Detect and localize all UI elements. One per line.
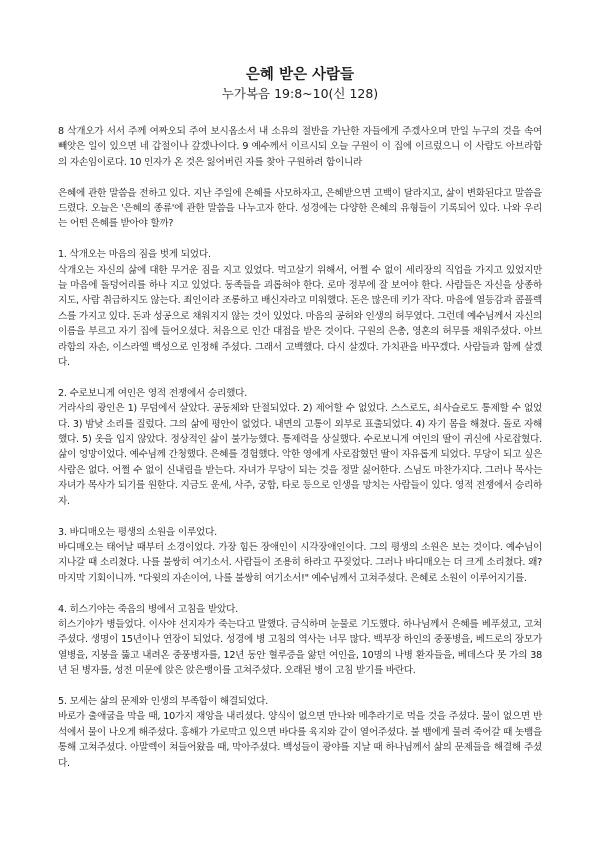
section-body: 거라사의 광인은 1) 무덤에서 살았다. 공동체와 단절되었다. 2) 제어할 수 없었다. 스스로도, 쇠사슬로도 통제할 수 없었다. 3) 밤낮 소리를 질렀다. 그의 삶에 평안이 없었다. 내면의 고통이 외부로 표출되었다. 4) 자기 몸을 해쳤다. 돌로 자해했다. 5) 옷을 입지 않았다. 정상적인 삶이 불가능했다. 통제력을 상실했다. 수로보니게 여인의 딸이 귀신에 사로잡혔다. 삶이 엉망이었다. 예수님께 간청했다. 은혜를 경험했다. 악한 영에게 사로잡혔던 딸이 자유롭게 되었다. 무당이 되고 싶은 사람은 없다. 어쩔 수 없이 신내림을 받는다. 자녀가 무당이 되는 것을 정말 싫어한다. 스님도 마찬가지다. 그러나 목사는 자녀가 목사가 되기를 원한다. 지금도 운세, 사주, 궁합, 타로 등으로 인생을 망치는 사람들이 있다. 영적 전쟁에서 승리하자. [58,403,542,507]
document-page [58,66,542,771]
section-body: 바로가 출애굽을 막을 때, 10가지 재앙을 내리셨다. 양식이 없으면 만나와 메추라기로 먹을 것을 주셨다. 물이 없으면 반석에서 물이 나오게 해주셨다. 홍해가 가로막고 있으면 바다를 육지와 같이 열어주셨다. 불 뱀에게 물려 죽어갈 때 놋뱀을 통해 고쳐주셨다. 아말렉이 쳐들어왔을 때, 막아주셨다. 백성들이 광야를 지날 때 하나님께서 삶의 문제들을 해결해 주셨다. [58,711,542,769]
document-title: 은혜 받은 사람들 [245,67,355,83]
section-5 [58,694,542,771]
section-heading: 3. 바디매오는 평생의 소원을 이루었다. [58,526,218,538]
section-2 [58,386,542,509]
section-heading: 1. 삭개오는 마음의 짐을 벗게 되었다. [58,249,211,261]
section-4 [58,602,542,679]
section-heading: 4. 히스기야는 죽음의 병에서 고침을 받았다. [58,603,238,615]
section-3 [58,525,542,587]
section-heading: 2. 수로보니게 여인은 영적 전쟁에서 승리했다. [58,387,248,399]
scripture-reference: 누가복음 19:8~10(신 128) [221,86,379,101]
section-body: 삭개오는 자신의 삶에 대한 무거운 짐을 지고 있었다. 먹고살기 위해서, 어쩔 수 없이 세리장의 직업을 가지고 있었지만 늘 마음에 돌덩어리를 하나 지고 있었다. 동족들을 괴롭혀야 한다. 로마 정부에 잘 보여야 한다. 사람들은 자신을 상종하지도, 사람 취급하지도 않는다. 죄인이라 조롱하고 배신자라고 미워했다. 돈은 많은데 키가 작다. 마음에 열등감과 콤플렉스를 가지고 있다. 돈과 성공으로 채워지지 않는 것이 있었다. 마음의 공허와 인생의 허무였다. 그런데 예수님께서 자신의 이름을 부르고 자기 집에 들어오셨다. 처음으로 인간 대접을 받은 것이다. 구원의 은총, 영혼의 허무를 채워주셨다. 아브라함의 자손, 이스라엘 백성으로 인정해 주셨다. 그래서 고백했다. 다시 살겠다. 가치관을 바꾸겠다. 사람들과 함께 살겠다. [58,264,542,369]
intro-paragraph: 은혜에 관한 말씀을 전하고 있다. 지난 주일에 은혜를 사모하자고, 은혜받으면 고백이 달라지고, 삶이 변화된다고 말씀을 드렸다. 오늘은 '은혜의 종류'에 관한 말씀을 나누고자 한다. 성경에는 다양한 은혜의 유형들이 기록되어 있다. 나와 우리는 어떤 은혜를 받아야 할까? [58,187,542,230]
section-1 [58,247,542,370]
section-heading: 5. 모세는 삶의 문제와 인생의 부족함이 해결되었다. [58,695,269,707]
scripture-text: 8 삭개오가 서서 주께 여짜오되 주여 보시옵소서 내 소유의 절반을 가난한 자들에게 주겠사오며 만일 누구의 것을 속여 빼앗은 일이 있으면 네 갑절이나 갚겠나이다. 9 예수께서 이르시되 오늘 구원이 이 집에 이르렀으니 이 사람도 아브라함의 자손임이로다. 10 인자가 온 것은 잃어버린 자를 찾아 구원하려 함이니라 [58,126,542,168]
section-body: 바디매오는 태어날 때부터 소경이었다. 가장 힘든 장애인이 시각장애인이다. 그의 평생의 소원은 보는 것이다. 예수님이 지나갈 때 소리쳤다. 나를 불쌍히 여기소서. 사람들이 조용히 하라고 꾸짖었다. 그러나 바디매오는 더 크게 소리쳤다. 왜? 마지막 기회이니까. "다윗의 자손이여, 나를 불쌍히 여기소서!" 예수님께서 고쳐주셨다. 은혜로 소원이 이루어지기를. [58,541,542,584]
section-body: 히스기야가 병들었다. 이사야 선지자가 죽는다고 말했다. 금식하며 눈물로 기도했다. 하나님께서 은혜를 베푸셨고, 고쳐주셨다. 생명이 15년이나 연장이 되었다. 성경에 병 고침의 역사는 너무 많다. 백부장 하인의 중풍병을, 베드로의 장모가 열병을, 지붕을 뚫고 내려온 중풍병자를, 12년 동안 혈루증을 앓던 여인을, 10명의 나병 환자들을, 베데스다 못 가의 38년 된 병자를, 성전 미문에 앉은 앉은뱅이를 고쳐주셨다. 오래된 병이 고침 받기를 바란다. [58,618,542,677]
